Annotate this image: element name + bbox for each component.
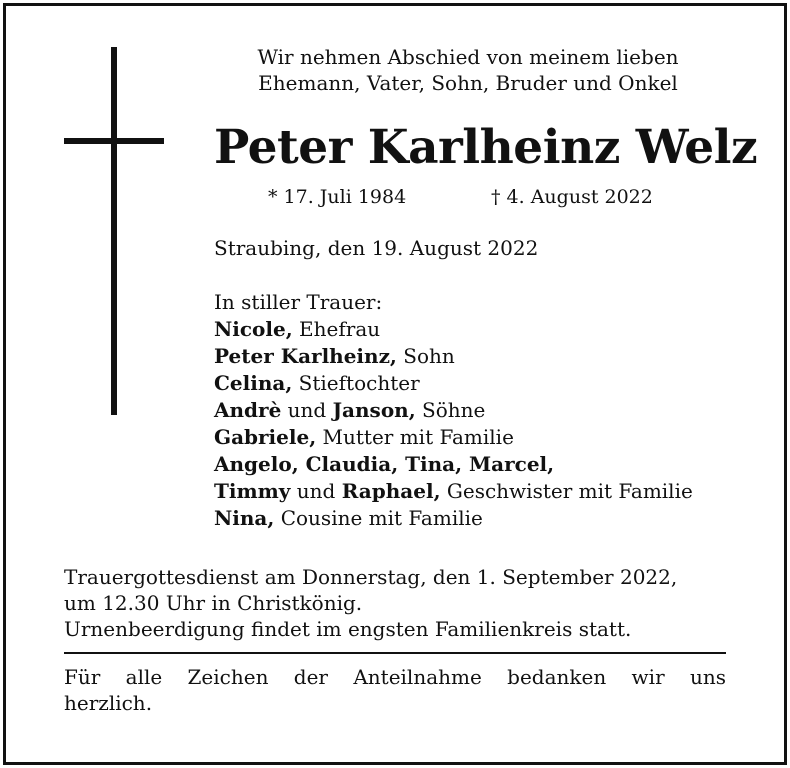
mourner-relation: und xyxy=(281,398,333,422)
mourner-name: Celina, xyxy=(214,371,293,395)
intro-line-1: Wir nehmen Abschied von meinem lieben xyxy=(257,45,679,69)
mourner-relation: Ehefrau xyxy=(292,317,381,341)
mourner-relation: Mutter mit Familie xyxy=(316,425,514,449)
mourner-name: Raphael, xyxy=(341,479,441,503)
mourner-line xyxy=(214,342,693,369)
mourner-line xyxy=(214,477,693,504)
funeral-line-2: um 12.30 Uhr in Christkönig. xyxy=(64,591,363,615)
cross-vertical-bar xyxy=(111,47,117,415)
mourner-line xyxy=(214,423,693,450)
mourner-relation: Söhne xyxy=(415,398,486,422)
funeral-line-3: Urnenbeerdigung findet im engsten Familienkreis statt. xyxy=(64,617,632,641)
mourner-name: Angelo, Claudia, Tina, Marcel, xyxy=(214,452,555,476)
intro-text xyxy=(198,44,738,96)
mourner-relation: Stieftochter xyxy=(292,371,420,395)
intro-line-2: Ehemann, Vater, Sohn, Bruder und Onkel xyxy=(258,71,678,95)
funeral-info xyxy=(64,564,677,642)
mourners-heading: In stiller Trauer: xyxy=(214,290,383,314)
deceased-name: Peter Karlheinz Welz xyxy=(214,120,758,175)
mourner-relation: Geschwister mit Familie xyxy=(440,479,693,503)
death-date: † 4. August 2022 xyxy=(491,186,653,208)
mourner-line xyxy=(214,396,693,423)
cross-horizontal-bar xyxy=(64,138,164,144)
mourners-list xyxy=(214,288,693,531)
mourner-name: Nina, xyxy=(214,506,275,530)
mourner-name: Timmy xyxy=(214,479,291,503)
place-and-date: Straubing, den 19. August 2022 xyxy=(214,236,539,260)
mourner-name: Gabriele, xyxy=(214,425,317,449)
divider-line xyxy=(64,652,726,654)
mourner-name: Nicole, xyxy=(214,317,293,341)
mourner-line xyxy=(214,504,693,531)
mourner-name: Andrè xyxy=(214,398,282,422)
thanks-text: Für alle Zeichen der Anteilnahme bedanken wir uns herzlich. xyxy=(64,665,726,715)
birth-date: * 17. Juli 1984 xyxy=(268,186,407,208)
mourner-name: Peter Karlheinz, xyxy=(214,344,397,368)
mourner-line xyxy=(214,315,693,342)
mourner-line xyxy=(214,369,693,396)
mourner-name: Janson, xyxy=(332,398,416,422)
mourner-relation: Cousine mit Familie xyxy=(274,506,483,530)
funeral-line-1: Trauergottesdienst am Donnerstag, den 1. September 2022, xyxy=(64,565,678,589)
mourner-line xyxy=(214,450,693,477)
mourner-relation: und xyxy=(290,479,342,503)
mourner-relation: Sohn xyxy=(396,344,455,368)
